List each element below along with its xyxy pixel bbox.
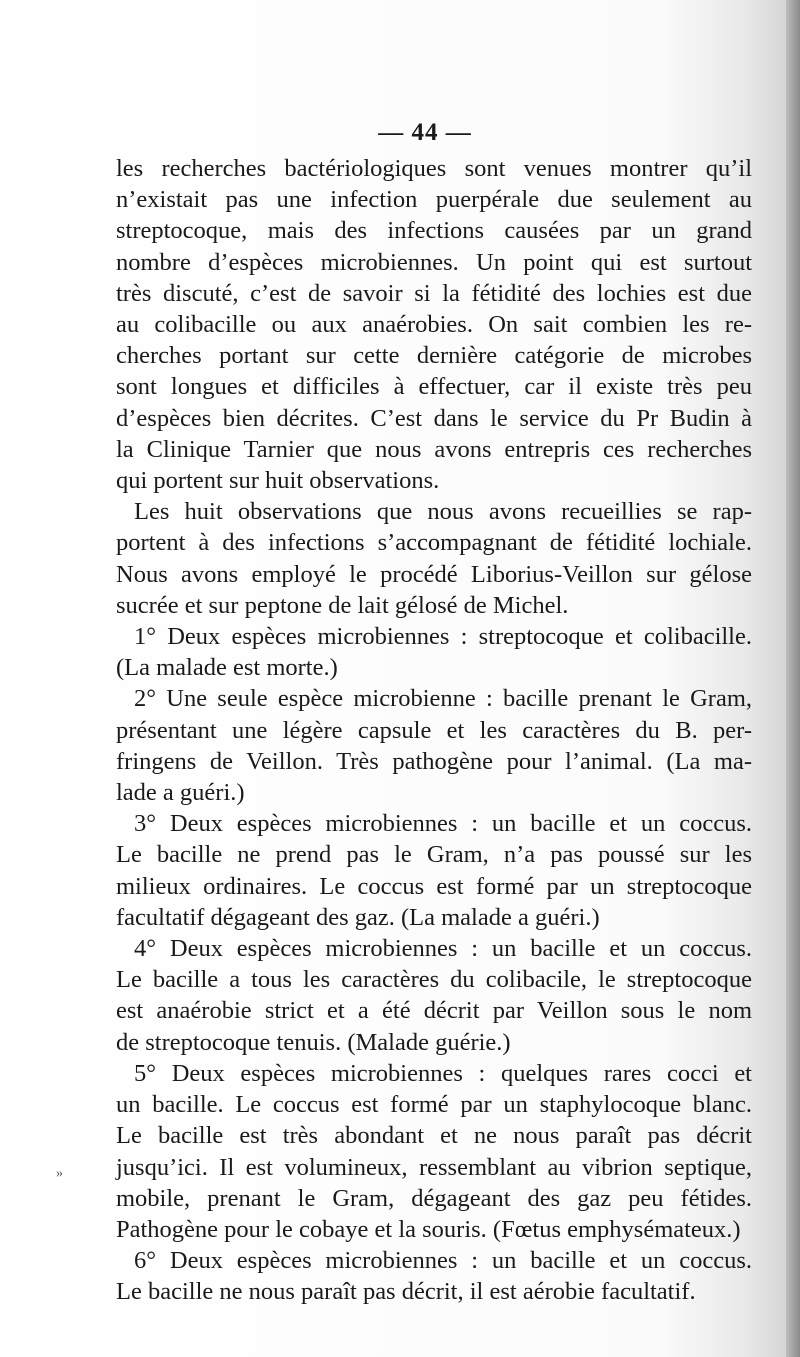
text-line: 6° Deux espèces microbiennes : un bacille et un coccus. — [134, 1247, 752, 1275]
text-line: Le bacille a tous les caractères du colibacile, le streptocoque — [116, 966, 752, 994]
text-line: Nous avons employé le procédé Liborius-Veillon sur gélose — [116, 560, 752, 588]
text-line: présentant une légère capsule et les caractères du B. per- — [116, 716, 752, 744]
text-line: Le bacille ne nous paraît pas décrit, il est aérobie facultatif. — [116, 1278, 696, 1306]
text-line: au colibacille ou aux anaérobies. On sait combien les re- — [116, 311, 752, 339]
text-line: est anaérobie strict et a été décrit par Veillon sous le nom — [116, 997, 752, 1025]
page-number: — 44 — — [378, 119, 472, 146]
text-line: de streptocoque tenuis. (Malade guérie.) — [116, 1028, 511, 1056]
page-spine-shadow — [786, 0, 800, 1357]
text-line: 4° Deux espèces microbiennes : un bacille et un coccus. — [134, 935, 752, 963]
text-line: 3° Deux espèces microbiennes : un bacille et un coccus. — [134, 810, 752, 838]
text-line: Les huit observations que nous avons recueillies se rap- — [134, 498, 752, 526]
text-line: 5° Deux espèces microbiennes : quelques rares cocci et — [134, 1059, 752, 1087]
text-line: milieux ordinaires. Le coccus est formé par un streptocoque — [116, 872, 752, 900]
text-line: les recherches bactériologiques sont venues montrer qu’il — [116, 155, 752, 182]
text-line: 1° Deux espèces microbiennes : streptocoque et colibacille. — [134, 623, 752, 651]
text-line: Le bacille est très abondant et ne nous paraît pas décrit — [116, 1122, 752, 1150]
text-line: facultatif dégageant des gaz. (La malade a guéri.) — [116, 903, 600, 931]
margin-mark: » — [56, 1166, 63, 1181]
text-line: jusqu’ici. Il est volumineux, ressemblant au vibrion septique, — [116, 1153, 752, 1181]
text-line: (La malade est morte.) — [116, 654, 338, 682]
text-line: d’espèces bien décrites. C’est dans le service du Pr Budin à — [116, 404, 752, 432]
text-line: mobile, prenant le Gram, dégageant des gaz peu fétides. — [116, 1184, 752, 1212]
text-line: 2° Une seule espèce microbienne : bacille prenant le Gram, — [134, 685, 752, 713]
body-text — [116, 153, 752, 1308]
text-line: Pathogène pour le cobaye et la souris. (Fœtus emphysémateux.) — [116, 1215, 741, 1243]
text-line: n’existait pas une infection puerpérale due seulement au — [116, 186, 752, 214]
text-line: nombre d’espèces microbiennes. Un point qui est surtout — [116, 248, 752, 276]
text-line: streptocoque, mais des infections causées par un grand — [116, 217, 752, 245]
text-line: cherches portant sur cette dernière catégorie de microbes — [116, 342, 752, 370]
text-line: sucrée et sur peptone de lait gélosé de Michel. — [116, 591, 569, 619]
text-line: lade a guéri.) — [116, 779, 245, 807]
text-line: portent à des infections s’accompagnant de fétidité lochiale. — [116, 529, 752, 557]
text-line: très discuté, c’est de savoir si la fétidité des lochies est due — [116, 279, 752, 307]
text-line: un bacille. Le coccus est formé par un staphylocoque blanc. — [116, 1091, 752, 1119]
text-line: qui portent sur huit observations. — [116, 467, 440, 495]
text-line: fringens de Veillon. Très pathogène pour l’animal. (La ma- — [116, 747, 752, 775]
text-line: la Clinique Tarnier que nous avons entrepris ces recherches — [116, 435, 752, 463]
text-line: sont longues et difficiles à effectuer, car il existe très peu — [116, 373, 752, 401]
text-line: Le bacille ne prend pas le Gram, n’a pas poussé sur les — [116, 841, 752, 869]
